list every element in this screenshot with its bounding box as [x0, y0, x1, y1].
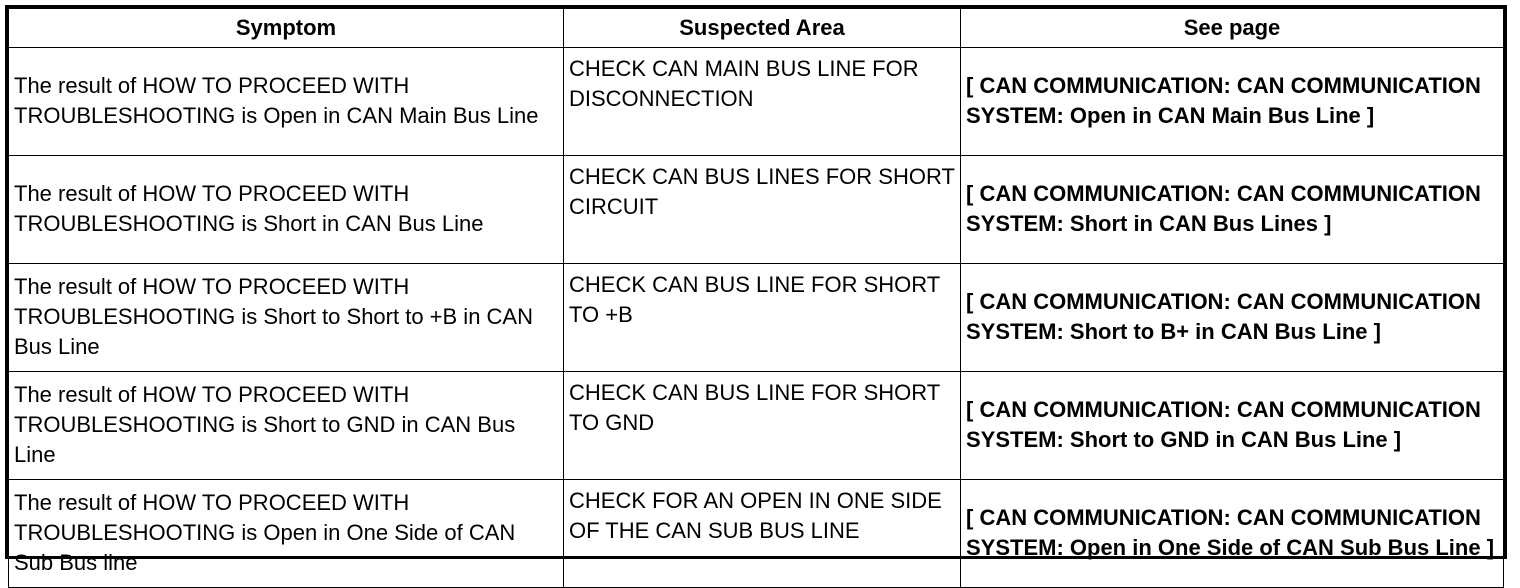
see-page-link[interactable]: [ CAN COMMUNICATION: CAN COMMUNICATION SYSTEM: Open in CAN Main Bus Line ]	[961, 48, 1504, 156]
table-row	[9, 480, 1504, 588]
symptom-cell: The result of HOW TO PROCEED WITH TROUBLESHOOTING is Short in CAN Bus Line	[9, 156, 564, 264]
suspected-area-cell: CHECK CAN BUS LINE FOR SHORT TO GND	[564, 372, 961, 480]
see-page-link[interactable]: [ CAN COMMUNICATION: CAN COMMUNICATION SYSTEM: Short to GND in CAN Bus Line ]	[961, 372, 1504, 480]
suspected-area-cell: CHECK CAN BUS LINES FOR SHORT CIRCUIT	[564, 156, 961, 264]
table-row	[9, 156, 1504, 264]
see-page-link[interactable]: [ CAN COMMUNICATION: CAN COMMUNICATION SYSTEM: Open in One Side of CAN Sub Bus Line ]	[961, 480, 1504, 588]
header-see-page: See page	[961, 9, 1504, 48]
table-row	[9, 372, 1504, 480]
header-symptom: Symptom	[9, 9, 564, 48]
header-suspected-area: Suspected Area	[564, 9, 961, 48]
suspected-area-cell: CHECK CAN BUS LINE FOR SHORT TO +B	[564, 264, 961, 372]
suspected-area-cell: CHECK FOR AN OPEN IN ONE SIDE OF THE CAN SUB BUS LINE	[564, 480, 961, 588]
troubleshooting-table	[8, 8, 1504, 588]
symptom-cell: The result of HOW TO PROCEED WITH TROUBLESHOOTING is Short to GND in CAN Bus Line	[9, 372, 564, 480]
symptom-cell: The result of HOW TO PROCEED WITH TROUBLESHOOTING is Open in CAN Main Bus Line	[9, 48, 564, 156]
symptom-cell: The result of HOW TO PROCEED WITH TROUBLESHOOTING is Open in One Side of CAN Sub Bus line	[9, 480, 564, 588]
troubleshooting-table-container	[5, 5, 1507, 575]
table-header-row	[9, 9, 1504, 48]
symptom-cell: The result of HOW TO PROCEED WITH TROUBLESHOOTING is Short to Short to +B in CAN Bus Line	[9, 264, 564, 372]
see-page-link[interactable]: [ CAN COMMUNICATION: CAN COMMUNICATION SYSTEM: Short in CAN Bus Lines ]	[961, 156, 1504, 264]
see-page-link[interactable]: [ CAN COMMUNICATION: CAN COMMUNICATION SYSTEM: Short to B+ in CAN Bus Line ]	[961, 264, 1504, 372]
table-row	[9, 48, 1504, 156]
suspected-area-cell: CHECK CAN MAIN BUS LINE FOR DISCONNECTION	[564, 48, 961, 156]
table-row	[9, 264, 1504, 372]
